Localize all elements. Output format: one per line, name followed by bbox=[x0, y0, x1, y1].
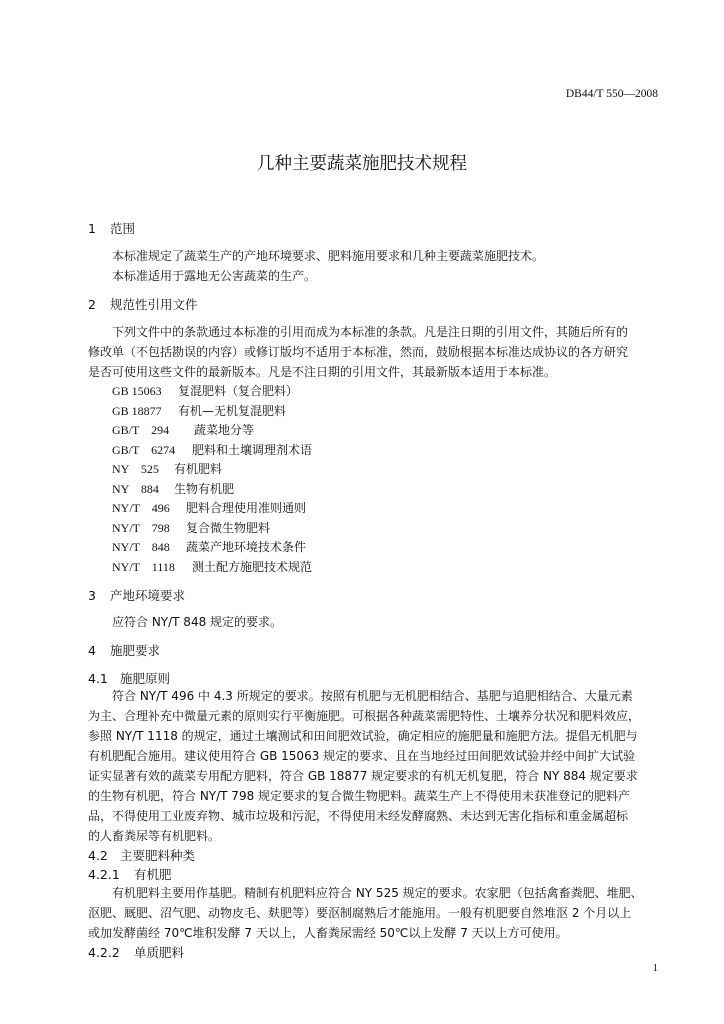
page-number: 1 bbox=[652, 962, 658, 974]
section-4-2-1-line-2: 沤肥、厩肥、沼气肥、动物皮毛、麸肥等）要沤制腐熟后才能施用。一般有机肥要自然堆沤 2 个月以上 bbox=[88, 906, 632, 920]
reference-item bbox=[112, 462, 222, 476]
section-4-2-heading bbox=[88, 848, 195, 863]
section-4-2-1-line-3: 或加发酵菌经 70℃堆积发酵 7 天以上，人畜粪尿需经 50℃以上发酵 7 天以上方可使用。 bbox=[88, 926, 568, 940]
reference-code: GB/T 6274 bbox=[112, 443, 176, 457]
section-1-heading bbox=[88, 221, 135, 236]
section-4-2-1-title: 有机肥 bbox=[133, 867, 172, 882]
section-4-2-title: 主要肥料种类 bbox=[119, 848, 195, 863]
section-1-line-1: 本标准规定了蔬菜生产的产地环境要求、肥料施用要求和几种主要蔬菜施肥技术。 bbox=[112, 249, 545, 263]
section-4-2-2-heading bbox=[88, 945, 184, 960]
section-3-title: 产地环境要求 bbox=[109, 588, 185, 603]
reference-item bbox=[112, 482, 234, 496]
section-4-2-1-number: 4.2.1 bbox=[88, 867, 120, 882]
reference-item bbox=[112, 521, 270, 535]
section-4-2-1-heading bbox=[88, 867, 172, 882]
reference-code: NY/T 848 bbox=[112, 540, 170, 554]
reference-code: GB 18877 bbox=[112, 404, 162, 418]
section-2-heading bbox=[88, 297, 198, 312]
reference-code: NY/T 1118 bbox=[112, 560, 175, 574]
section-4-1-line-8: 的人畜粪尿等有机肥料。 bbox=[88, 829, 221, 843]
reference-title: 有机肥料 bbox=[174, 462, 223, 476]
reference-title: 有机—无机复混肥料 bbox=[178, 404, 287, 418]
reference-item bbox=[112, 423, 254, 437]
section-4-title: 施肥要求 bbox=[109, 643, 160, 658]
reference-item bbox=[112, 443, 312, 457]
section-3-line: 应符合 NY/T 848 规定的要求。 bbox=[112, 615, 283, 629]
section-2-intro-line-2: 修改单（不包括勘误的内容）或修订版均不适用于本标准，然而，鼓励根据本标准达成协议的各方研究 bbox=[88, 345, 629, 359]
reference-item bbox=[112, 384, 298, 398]
section-4-1-number: 4.1 bbox=[88, 671, 108, 686]
section-4-1-line-4: 有机肥配合施用。建议使用符合 GB 15063 规定的要求、且在当地经过田间肥效试验并经中间扩大试验 bbox=[88, 749, 636, 763]
reference-code: NY/T 496 bbox=[112, 501, 170, 515]
section-1-title: 范围 bbox=[109, 221, 135, 236]
section-4-number: 4 bbox=[88, 643, 96, 658]
document-title: 几种主要蔬菜施肥技术规程 bbox=[257, 154, 467, 174]
reference-item bbox=[112, 540, 306, 554]
section-4-2-2-title: 单质肥料 bbox=[133, 945, 184, 960]
reference-code: GB 15063 bbox=[112, 384, 162, 398]
reference-title: 蔬菜产地环境技术条件 bbox=[186, 540, 307, 554]
section-4-1-line-2: 为主、合理补充中微量元素的原则实行平衡施肥。可根据各种蔬菜需肥特性、土壤养分状况和肥料效应， bbox=[88, 709, 641, 723]
section-4-1-heading bbox=[88, 671, 170, 686]
section-3-number: 3 bbox=[88, 588, 96, 603]
reference-item bbox=[112, 560, 312, 574]
section-4-1-line-1: 符合 NY/T 496 中 4.3 所规定的要求。按照有机肥与无机肥相结合、基肥与追肥相结合、大量元素 bbox=[112, 689, 633, 703]
reference-item bbox=[112, 404, 286, 418]
document-code: DB44/T 550—2008 bbox=[565, 88, 658, 100]
section-3-heading bbox=[88, 588, 185, 603]
reference-title: 复混肥料（复合肥料） bbox=[178, 384, 299, 398]
section-2-intro-line-1: 下列文件中的条款通过本标准的引用而成为本标准的条款。凡是注日期的引用文件，其随后所有的 bbox=[112, 325, 629, 339]
section-1-number: 1 bbox=[88, 221, 96, 236]
section-4-1-line-3: 参照 NY/T 1118 的规定，通过土壤测试和田间肥效试验，确定相应的施肥量和施肥方法。提倡无机肥与 bbox=[88, 729, 638, 743]
section-4-2-1-line-1: 有机肥料主要用作基肥。精制有机肥料应符合 NY 525 规定的要求。农家肥（包括禽畜粪肥、堆肥、 bbox=[112, 886, 643, 900]
reference-title: 蔬菜地分等 bbox=[194, 423, 255, 437]
reference-title: 肥料和土壤调理剂术语 bbox=[192, 443, 313, 457]
reference-code: NY/T 798 bbox=[112, 521, 170, 535]
reference-item bbox=[112, 501, 306, 515]
reference-title: 测土配方施肥技术规范 bbox=[192, 560, 313, 574]
reference-title: 生物有机肥 bbox=[174, 482, 235, 496]
section-2-number: 2 bbox=[88, 297, 96, 312]
section-4-2-2-number: 4.2.2 bbox=[88, 945, 120, 960]
section-4-1-line-5: 证实显著有效的蔬菜专用配方肥料，符合 GB 18877 规定要求的有机无机复肥，符合 NY 884 规定要求 bbox=[88, 769, 638, 783]
section-4-2-number: 4.2 bbox=[88, 848, 108, 863]
section-4-1-title: 施肥原则 bbox=[119, 671, 170, 686]
section-4-1-line-6: 的生物有机肥，符合 NY/T 798 规定要求的复合微生物肥料。蔬菜生产上不得使用未获准登记的肥料产 bbox=[88, 789, 631, 803]
reference-title: 肥料合理使用准则通则 bbox=[186, 501, 307, 515]
reference-code: NY 525 bbox=[112, 462, 159, 476]
reference-code: GB/T 294 bbox=[112, 423, 170, 437]
section-4-1-line-7: 品，不得使用工业废弃物、城市垃圾和污泥，不得使用未经发酵腐熟、未达到无害化指标和重金属超标 bbox=[88, 809, 629, 823]
section-4-heading bbox=[88, 643, 160, 658]
section-1-line-2: 本标准适用于露地无公害蔬菜的生产。 bbox=[112, 269, 317, 283]
reference-code: NY 884 bbox=[112, 482, 159, 496]
section-2-title: 规范性引用文件 bbox=[109, 297, 198, 312]
reference-title: 复合微生物肥料 bbox=[186, 521, 271, 535]
section-2-intro-line-3: 是否可使用这些文件的最新版本。凡是不注日期的引用文件，其最新版本适用于本标准。 bbox=[88, 365, 557, 379]
